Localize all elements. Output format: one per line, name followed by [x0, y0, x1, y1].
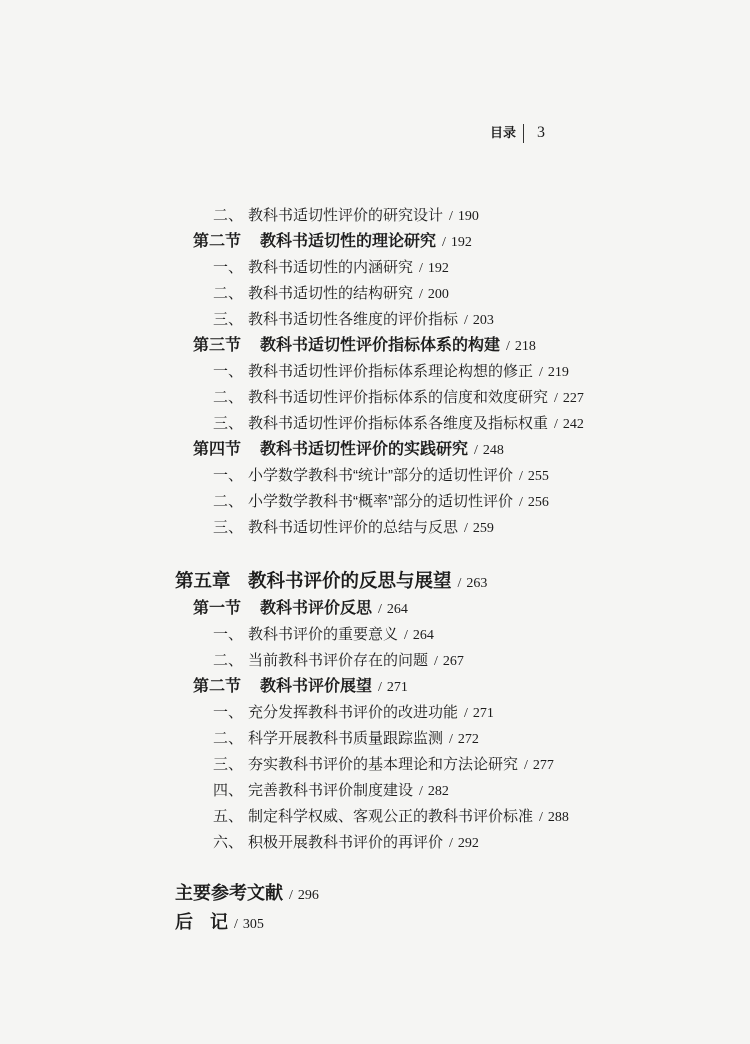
toc-entry-section	[0, 437, 750, 463]
entry-page-reference	[404, 628, 434, 643]
entry-number: 第五章	[175, 570, 231, 591]
entry-title: 主要参考文献	[175, 883, 283, 903]
page-separator: /	[289, 888, 293, 903]
entry-page-number: 192	[427, 261, 449, 276]
entry-page-reference	[378, 680, 408, 695]
toc-entry-item	[0, 359, 750, 385]
page-separator: /	[442, 235, 446, 250]
toc-entry-item	[0, 804, 750, 830]
entry-number: 二、	[213, 493, 244, 510]
page-separator: /	[554, 417, 558, 432]
entry-page-reference	[442, 235, 472, 250]
entry-page-reference	[458, 576, 488, 591]
page-separator: /	[449, 209, 453, 224]
entry-page-reference	[539, 365, 569, 380]
entry-page-number: 200	[427, 287, 449, 302]
entry-page-number: 248	[482, 443, 504, 458]
page-separator: /	[457, 576, 462, 591]
entry-number: 二、	[213, 730, 244, 747]
entry-number: 一、	[213, 626, 244, 643]
entry-page-number: 288	[547, 810, 569, 825]
entry-title: 科学开展教科书质量跟踪监测	[248, 730, 444, 747]
entry-title: 教科书评价反思	[260, 600, 373, 617]
entry-page-reference	[449, 732, 479, 747]
toc-entry-section	[0, 596, 750, 622]
entry-page-number: 277	[532, 758, 554, 773]
entry-page-reference	[378, 602, 408, 617]
entry-page-number: 292	[457, 836, 479, 851]
entry-number: 一、	[213, 704, 244, 721]
entry-title: 教科书适切性评价的总结与反思	[248, 519, 459, 536]
entry-number: 五、	[213, 808, 244, 825]
entry-page-reference	[419, 784, 449, 799]
toc-entry-item	[0, 463, 750, 489]
entry-page-number: 219	[547, 365, 569, 380]
toc-entry-item	[0, 307, 750, 333]
entry-title: 教科书适切性评价指标体系理论构想的修正	[248, 363, 534, 380]
entry-number: 第四节	[193, 441, 242, 458]
toc-entry-item	[0, 385, 750, 411]
entry-number: 一、	[213, 363, 244, 380]
entry-title: 夯实教科书评价的基本理论和方法论研究	[248, 756, 519, 773]
toc-entry-backmatter	[0, 880, 750, 906]
entry-page-reference	[539, 810, 569, 825]
entry-number: 二、	[213, 285, 244, 302]
entry-number: 一、	[213, 467, 244, 484]
entry-number: 二、	[213, 652, 244, 669]
entry-page-reference	[464, 706, 494, 721]
entry-title: 教科书适切性评价指标体系各维度及指标权重	[248, 415, 549, 432]
entry-page-number: 192	[450, 235, 472, 250]
entry-page-number: 256	[527, 495, 549, 510]
toc-entry-item	[0, 700, 750, 726]
entry-page-number: 259	[472, 521, 494, 536]
toc-entry-backmatter	[0, 909, 750, 935]
entry-number: 三、	[213, 756, 244, 773]
page-separator: /	[539, 365, 543, 380]
entry-page-reference	[449, 209, 479, 224]
entry-title: 教科书适切性评价的研究设计	[248, 207, 444, 224]
entry-page-number: 242	[562, 417, 584, 432]
entry-page-number: 267	[442, 654, 464, 669]
entry-title: 教科书适切性的结构研究	[248, 285, 414, 302]
entry-number: 三、	[213, 415, 244, 432]
page-separator: /	[419, 287, 423, 302]
toc-entry-section	[0, 674, 750, 700]
entry-title: 完善教科书评价制度建设	[248, 782, 414, 799]
entry-page-number: 264	[386, 602, 408, 617]
entry-number: 四、	[213, 782, 244, 799]
entry-page-reference	[234, 917, 264, 932]
page-separator: /	[464, 313, 468, 328]
entry-page-number: 296	[297, 888, 319, 903]
page-separator: /	[519, 469, 523, 484]
toc-entry-item	[0, 255, 750, 281]
page-separator: /	[449, 836, 453, 851]
entry-number: 三、	[213, 519, 244, 536]
entry-page-number: 218	[514, 339, 536, 354]
entry-page-reference	[419, 287, 449, 302]
page-separator: /	[539, 810, 543, 825]
page-separator: /	[506, 339, 510, 354]
entry-number: 第二节	[193, 678, 242, 695]
entry-title: 教科书适切性的内涵研究	[248, 259, 414, 276]
entry-page-reference	[519, 495, 549, 510]
folio-page-number: 3	[537, 124, 546, 141]
toc-entry-item	[0, 281, 750, 307]
entry-page-number: 271	[472, 706, 494, 721]
entry-number: 第一节	[193, 600, 242, 617]
entry-title: 制定科学权威、客观公正的教科书评价标准	[248, 808, 534, 825]
toc-entry-item	[0, 726, 750, 752]
toc-entry-item	[0, 489, 750, 515]
entry-page-reference	[434, 654, 464, 669]
entry-page-number: 271	[386, 680, 408, 695]
page-separator: /	[419, 261, 423, 276]
entry-page-reference	[474, 443, 504, 458]
page-separator: /	[474, 443, 478, 458]
toc-entry-item	[0, 778, 750, 804]
entry-title: 教科书适切性的理论研究	[260, 233, 437, 250]
entry-title: 教科书评价展望	[260, 678, 373, 695]
entry-title: 教科书适切性各维度的评价指标	[248, 311, 459, 328]
toc-entry-section	[0, 333, 750, 359]
entry-title: 教科书适切性评价指标体系的构建	[260, 337, 501, 354]
entry-title: 积极开展教科书评价的再评价	[248, 834, 444, 851]
page-separator: /	[464, 706, 468, 721]
page-separator: /	[419, 784, 423, 799]
page-separator: /	[464, 521, 468, 536]
toc-entry-item	[0, 648, 750, 674]
page-separator: /	[519, 495, 523, 510]
entry-page-number: 255	[527, 469, 549, 484]
entry-page-reference	[464, 313, 494, 328]
entry-number: 二、	[213, 207, 244, 224]
entry-title: 小学数学教科书“统计”部分的适切性评价	[248, 467, 513, 484]
toc-entry-item	[0, 411, 750, 437]
entry-page-number: 272	[457, 732, 479, 747]
entry-number: 二、	[213, 389, 244, 406]
entry-title: 教科书评价的重要意义	[248, 626, 399, 643]
entry-title: 教科书适切性评价的实践研究	[260, 441, 469, 458]
entry-number: 第二节	[193, 233, 242, 250]
entry-page-reference	[554, 417, 584, 432]
toc-entry-item	[0, 752, 750, 778]
entry-page-reference	[519, 469, 549, 484]
entry-page-number: 264	[412, 628, 434, 643]
entry-page-reference	[464, 521, 494, 536]
toc-entry-chapter	[0, 568, 750, 594]
page-separator: /	[524, 758, 528, 773]
entry-page-reference	[419, 261, 449, 276]
entry-number: 三、	[213, 311, 244, 328]
page-separator: /	[378, 680, 382, 695]
entry-title: 当前教科书评价存在的问题	[248, 652, 429, 669]
page-separator: /	[404, 628, 408, 643]
entry-page-reference	[289, 888, 319, 903]
toc-entry-item	[0, 515, 750, 541]
entry-title: 小学数学教科书“概率”部分的适切性评价	[248, 493, 513, 510]
entry-number: 六、	[213, 834, 244, 851]
entry-page-number: 203	[472, 313, 494, 328]
table-of-contents	[0, 203, 750, 935]
toc-entry-item	[0, 830, 750, 856]
entry-title: 教科书适切性评价指标体系的信度和效度研究	[248, 389, 549, 406]
page-separator: /	[554, 391, 558, 406]
entry-page-number: 227	[562, 391, 584, 406]
page-separator: /	[434, 654, 438, 669]
entry-page-reference	[449, 836, 479, 851]
entry-page-reference	[524, 758, 554, 773]
page-separator: /	[378, 602, 382, 617]
toc-entry-item	[0, 203, 750, 229]
entry-page-number: 190	[457, 209, 479, 224]
entry-page-number: 305	[242, 917, 264, 932]
toc-entry-item	[0, 622, 750, 648]
entry-title: 后 记	[175, 912, 229, 932]
entry-number: 第三节	[193, 337, 242, 354]
entry-title: 充分发挥教科书评价的改进功能	[248, 704, 459, 721]
running-header-label: 目录	[490, 125, 517, 140]
page-separator: /	[234, 917, 238, 932]
page-separator: /	[449, 732, 453, 747]
entry-title: 教科书评价的反思与展望	[248, 570, 452, 591]
entry-page-reference	[506, 339, 536, 354]
entry-page-reference	[554, 391, 584, 406]
header-divider	[523, 124, 524, 143]
entry-number: 一、	[213, 259, 244, 276]
entry-page-number: 282	[427, 784, 449, 799]
toc-entry-section	[0, 229, 750, 255]
entry-page-number: 263	[466, 576, 488, 591]
running-header	[490, 123, 545, 143]
